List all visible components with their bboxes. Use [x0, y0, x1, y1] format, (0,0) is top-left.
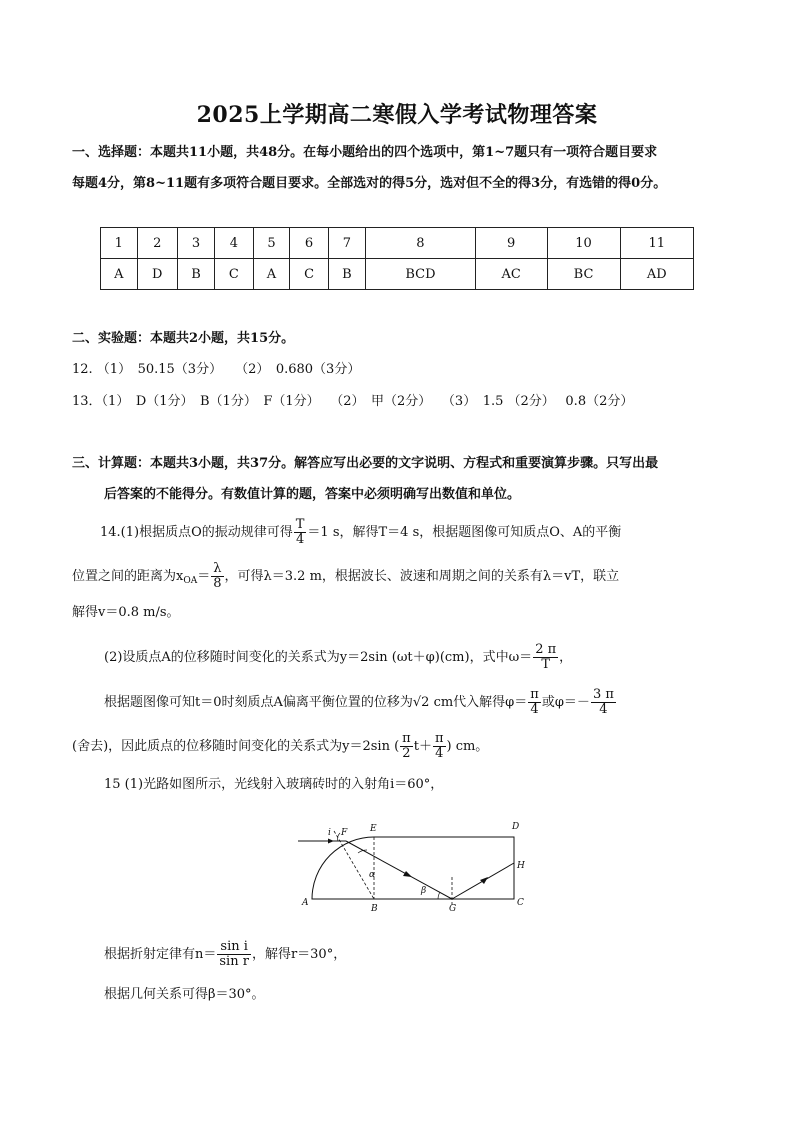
section3-line1: 三、计算题：本题共3小题，共37分。解答应写出必要的文字说明、方程式和重要演算步骤。只写出最: [72, 456, 659, 471]
q14-line3: 解得v＝0.8 m/s。: [72, 605, 180, 620]
label-i: i: [328, 828, 331, 838]
section1-line1: 一、选择题：本题共11小题，共48分。在每小题给出的四个选项中，第1~7题只有一项符合题目要求: [72, 145, 658, 160]
fraction-pi-over-4: $\frac{\pi}{4}$: [434, 731, 444, 761]
label-g: G: [449, 904, 457, 914]
question-number: 10: [547, 228, 620, 259]
answer-cell: B: [177, 259, 214, 290]
fraction-3pi-over-4: $\frac{3 \pi}{4}$: [592, 687, 614, 717]
section1-line2: 每题4分，第8~11题有多项符合题目要求。全部选对的得5分，选对但不全的得3分，有选错的得0分。: [72, 176, 667, 191]
answer-cell: BCD: [366, 259, 476, 290]
answer-cell: AC: [475, 259, 547, 290]
fraction-pi-over-4: $\frac{\pi}{4}$: [530, 687, 539, 717]
q14-line5: 根据题图像可知t＝0时刻质点A偏离平衡位置的位移为√2 cm代入解得φ＝ $\frac{\pi}{4}$ 或φ＝－ $\frac{3 \pi}{4}$: [104, 687, 614, 717]
answer-cell: AD: [620, 259, 693, 290]
q12-answer: 12. （1） 50.15（3分） （2） 0.680（3分）: [72, 362, 361, 377]
page-title: 2025上学期高二寒假入学考试物理答案: [196, 102, 598, 128]
question-number: 2: [137, 228, 177, 259]
q14-line4: (2)设质点A的位移随时间变化的关系式为y＝2sin (ωt＋φ)(cm)，式中ω＝ $\frac{2 \pi}{T}$ ，: [104, 642, 573, 672]
answer-table-answer-row: [101, 259, 694, 290]
label-alpha: α: [369, 870, 376, 880]
q14-line1: 14.(1)根据质点O的振动规律可得 $\frac{T}{4}$ ＝1 s，解得T＝4 s，根据题图像可知质点O、A的平衡: [100, 517, 622, 547]
section2-heading: 二、实验题：本题共2小题，共15分。: [72, 331, 295, 346]
label-f: F: [341, 828, 348, 838]
q15-line2: 根据折射定律有n＝ $\frac{\text{sin i}}{\text{sin r}}$ ，解得r＝30°，: [104, 939, 347, 969]
answer-cell: C: [215, 259, 254, 290]
question-number: 3: [177, 228, 214, 259]
label-b: B: [371, 904, 378, 914]
answer-cell: C: [290, 259, 329, 290]
answer-cell: A: [253, 259, 290, 290]
question-number: 11: [620, 228, 693, 259]
question-number: 5: [253, 228, 290, 259]
fraction-t-over-4: $\frac{T}{4}$: [295, 517, 305, 547]
question-number: 6: [290, 228, 329, 259]
q14-line2: 位置之间的距离为$x_{OA}=$ $\frac{\lambda}{8}$ ，可得λ＝3.2 m，根据波长、波速和周期之间的关系有λ＝vT，联立: [72, 561, 620, 591]
label-c: C: [517, 898, 524, 908]
q13-answer: 13．（1） D（1分） B（1分） F（1分） （2） 甲（2分） （3） 1.5 （2分） 0.8（2分）: [72, 394, 634, 409]
answer-cell: BC: [547, 259, 620, 290]
q14-line6: (舍去)，因此质点的位移随时间变化的关系式为y＝2sin ( $\frac{\pi}{2}$ t＋ $\frac{\pi}{4}$ ) cm。: [72, 731, 489, 761]
answer-table-number-row: [101, 228, 694, 259]
label-d: D: [512, 822, 520, 832]
question-number: 9: [475, 228, 547, 259]
fraction-pi-over-2: $\frac{\pi}{2}$: [402, 731, 411, 761]
answer-cell: D: [137, 259, 177, 290]
fraction-lambda-over-8: $\frac{\lambda}{8}$: [213, 561, 222, 591]
answer-cell: B: [328, 259, 365, 290]
fraction-sini-over-sinr: $\frac{\text{sin i}}{\text{sin r}}$: [219, 939, 249, 969]
question-number: 8: [366, 228, 476, 259]
label-a: A: [302, 898, 309, 908]
label-beta: β: [421, 886, 427, 896]
label-e: E: [370, 824, 377, 834]
light-path-diagram: [298, 815, 530, 915]
question-number: 7: [328, 228, 365, 259]
fraction-omega: $\frac{2 \pi}{T}$: [535, 642, 557, 672]
answer-table: [100, 227, 694, 290]
answer-cell: A: [101, 259, 138, 290]
question-number: 4: [215, 228, 254, 259]
q15-line1: 15 (1)光路如图所示，光线射入玻璃砖时的入射角i＝60°，: [104, 777, 444, 792]
label-h: H: [517, 861, 525, 871]
q15-line3: 根据几何关系可得β＝30°。: [104, 987, 265, 1002]
question-number: 1: [101, 228, 138, 259]
section3-line2: 后答案的不能得分。有数值计算的题，答案中必须明确写出数值和单位。: [104, 487, 521, 502]
